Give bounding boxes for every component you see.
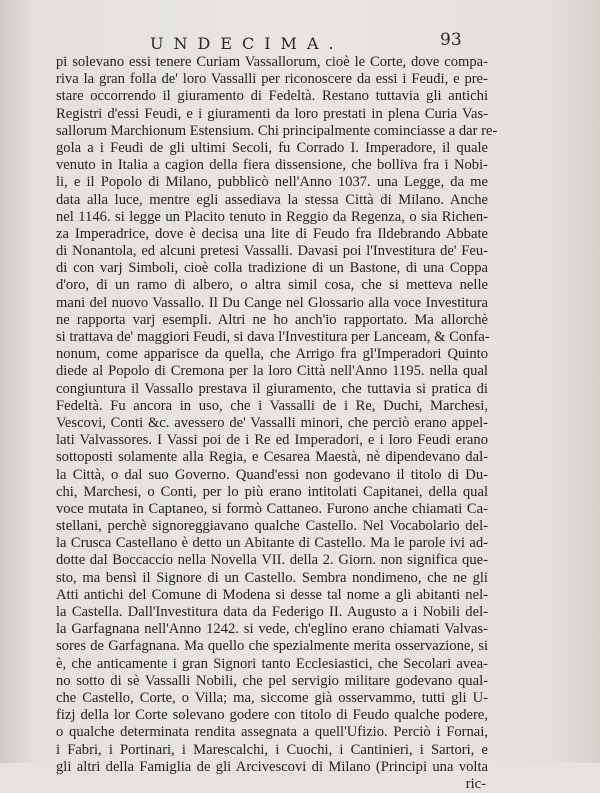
text-line: sores de Garfagnana. Ma quello che spezialmente merita osservazione, si [56,638,488,655]
text-line: nonum, come apparisce da quella, che Arrigo fra gl'Imperadori Quinto [56,346,488,363]
text-line: diede al Popolo di Cremona per la loro Città nell'Anno 1195. nella qual [56,363,488,380]
text-line: lati Valvassores. I Vassi poi de i Re ed Imperadori, e i loro Feudi erano [56,432,488,449]
text-line: ne rapporta varj esempli. Altri ne ho anch'io rapportato. Ma allorchè [56,311,488,328]
text-line: sallorum Marchionum Estensium. Chi principalmente cominciasse a dar re- [56,122,498,139]
text-line: i Fabri, i Portinari, i Marescalchi, i Cuochi, i Cantinieri, i Sartori, e [56,741,488,758]
text-line: stare occorrendo il giuramento di Fedeltà. Restano tuttavia gli antichi [56,88,488,105]
text-line: venuto in Italia a cagion della fiera dissensione, che bolliva fra i Nobi- [56,157,488,174]
text-line: li, e il Popolo di Milano, pubblicò nell'Anno 1037. una Legge, da me [56,174,488,191]
text-line: nel 1146. si legge un Placito tenuto in Reggio da Regenza, o sia Richen- [56,208,488,225]
text-line: Fedeltà. Fu ancora in uso, che i Vassalli de i Re, Duchi, Marchesi, [56,397,488,414]
text-line: congiuntura il Vassallo prestava il giuramento, che tuttavia si pratica di [56,380,488,397]
text-line: Vescovi, Conti &c. avessero de' Vassalli minori, che perciò erano appel- [56,414,488,431]
text-line: data alla luce, mentre egli assediava la stessa Città di Milano. Anche [56,191,488,208]
text-line: di con varj Simboli, cioè colla tradizione di un Bastone, di una Coppa [56,260,488,277]
text-line: che Castello, Corte, o Villa; ma, siccome già osservammo, tutti gli U- [56,689,488,706]
text-line: fizj della lor Corte solevano godere con titolo di Feudo qualche podere, [56,707,488,724]
text-line: Registri d'essi Feudi, e i giuramenti da loro prestati in plena Curia Vas- [56,105,488,122]
text-line: pi solevano essi tenere Curiam Vassallorum, cioè le Corte, dove compa- [56,54,488,70]
text-line: di Nonantola, ed alcuni pretesi Vassalli. Davasi poi l'Investitura de' Feu- [56,243,488,260]
text-line: mani del nuovo Vassallo. Il Du Cange nel Glossario alla voce Investitura [56,294,488,311]
text-line: gola a i Feudi de gli ultimi Secoli, fu Corrado I. Imperadore, il quale [56,139,488,156]
text-line: chi, Marchesi, o Conti, per lo più erano intitolati Capitanei, della qual [56,483,488,500]
text-line: no sotto di sè Vassalli Nobili, che pel servigio militare godevano qual- [56,672,488,689]
text-line: Atti antichi del Comune di Modena si desse tal nome a gli abitanti nel- [56,586,488,603]
body-text [56,54,498,793]
text-line: d'oro, di un ramo di albero, o altra simil cosa, che si metteva nelle [56,277,488,294]
text-line: sottoposti solamente alla Regia, e Cesarea Maestà, nè dipendevano dal- [56,449,488,466]
text-line: la Castella. Dall'Investitura data da Federigo II. Augusto a i Nobili del- [56,604,488,620]
text-line: riva la gran folla de' loro Vassalli per riconoscere da essi i Feudi, e pre- [56,71,488,88]
text-line: la Garfagnana nell'Anno 1242. si vede, ch'eglino erano chiamati Valvas- [56,621,488,638]
page-number: 93 [440,30,462,50]
text-line: ric- [465,775,486,792]
text-line: è, che anticamente i gran Signori tanto Ecclesiastici, che Secolari avea- [56,655,488,672]
text-line: sto, ma bensì il Signore di un Castello. Sembra nondimeno, che ne gli [56,569,488,586]
text-line: si trattava de' maggiori Feudi, si dava l'Investitura per Lanceam, & Confa- [56,329,490,345]
text-line: stellani, perchè signoreggiavano qualche Castello. Nel Vocabolario del- [56,518,488,535]
text-line: dotte dal Boccaccio nella Novella VII. della 2. Giorn. non significa que- [56,552,488,569]
text-line: za Imperadrice, dove è decisa una lite di Feudo fra Ildebrando Abbate [56,225,488,242]
running-head: UNDECIMA. [150,34,344,53]
text-line: la Città, o dal suo Governo. Quand'essi non godevano il titolo di Du- [56,466,488,483]
text-line: o qualche determinata rendita assegnata a quell'Ufizio. Perciò i Fornai, [56,724,488,741]
text-line: voce mutata in Captaneo, si formò Cattaneo. Furono anche chiamati Ca- [56,500,488,517]
text-line: la Crusca Castellano è detto un Abitante di Castello. Ma le parole ivi ad- [56,535,488,552]
text-line: gli altri della Famiglia de gli Arcivescovi di Milano (Principi una volta [56,758,488,775]
